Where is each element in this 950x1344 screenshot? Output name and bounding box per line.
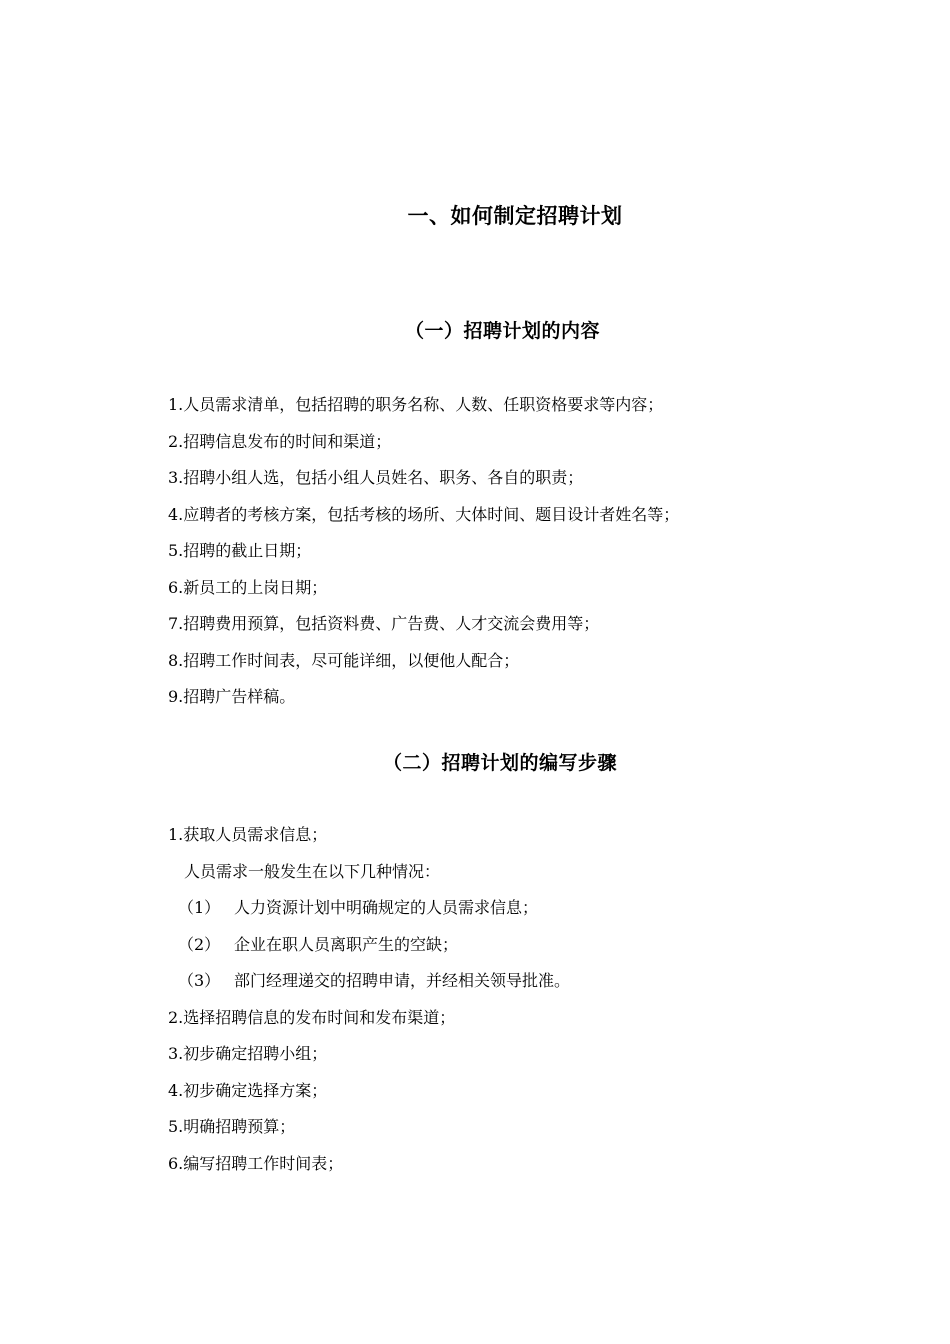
list-item: 5.招聘的截止日期； bbox=[168, 541, 312, 560]
sub-list-item bbox=[168, 927, 570, 964]
list-item: 9.招聘广告样稿。 bbox=[168, 687, 296, 706]
list-item: 7.招聘费用预算，包括资料费、广告费、人才交流会费用等； bbox=[168, 614, 600, 633]
list-item: 4.应聘者的考核方案，包括考核的场所、大体时间、题目设计者姓名等； bbox=[168, 504, 680, 524]
contents-list bbox=[168, 387, 679, 716]
list-item: 4.初步确定选择方案； bbox=[168, 1080, 328, 1100]
list-item: 1.人员需求清单，包括招聘的职务名称、人数、任职资格要求等内容； bbox=[168, 395, 664, 414]
list-item: 6.新员工的上岗日期； bbox=[168, 577, 328, 597]
sub-item-number: （3） bbox=[178, 971, 221, 990]
section-heading-steps: （二）招聘计划的编写步骤 bbox=[383, 752, 618, 774]
document-title: 一、如何制定招聘计划 bbox=[407, 204, 623, 228]
sub-item-number: （1） bbox=[178, 898, 221, 917]
list-item: 3.初步确定招聘小组； bbox=[168, 1044, 328, 1063]
list-item: 5.明确招聘预算； bbox=[168, 1117, 296, 1136]
sub-item-number: （2） bbox=[178, 934, 221, 954]
sub-list-item bbox=[168, 963, 570, 1000]
list-item: 3.招聘小组人选，包括小组人员姓名、职务、各自的职责； bbox=[168, 468, 584, 487]
sub-intro: 人员需求一般发生在以下几种情况： bbox=[184, 861, 441, 881]
sub-item-text: 企业在职人员离职产生的空缺； bbox=[234, 934, 459, 954]
sub-item-text: 部门经理递交的招聘申请，并经相关领导批准。 bbox=[234, 971, 571, 990]
list-item: 2.招聘信息发布的时间和渠道； bbox=[168, 431, 392, 451]
sub-list-item bbox=[168, 890, 570, 927]
section-heading-contents: （一）招聘计划的内容 bbox=[405, 320, 601, 342]
sub-item-text: 人力资源计划中明确规定的人员需求信息； bbox=[234, 898, 539, 917]
steps-list bbox=[168, 817, 570, 1182]
list-item: 1.获取人员需求信息； bbox=[168, 825, 328, 844]
list-item: 8.招聘工作时间表，尽可能详细，以便他人配合； bbox=[168, 650, 520, 670]
list-item: 2.选择招聘信息的发布时间和发布渠道； bbox=[168, 1007, 456, 1027]
list-item: 6.编写招聘工作时间表； bbox=[168, 1153, 344, 1173]
